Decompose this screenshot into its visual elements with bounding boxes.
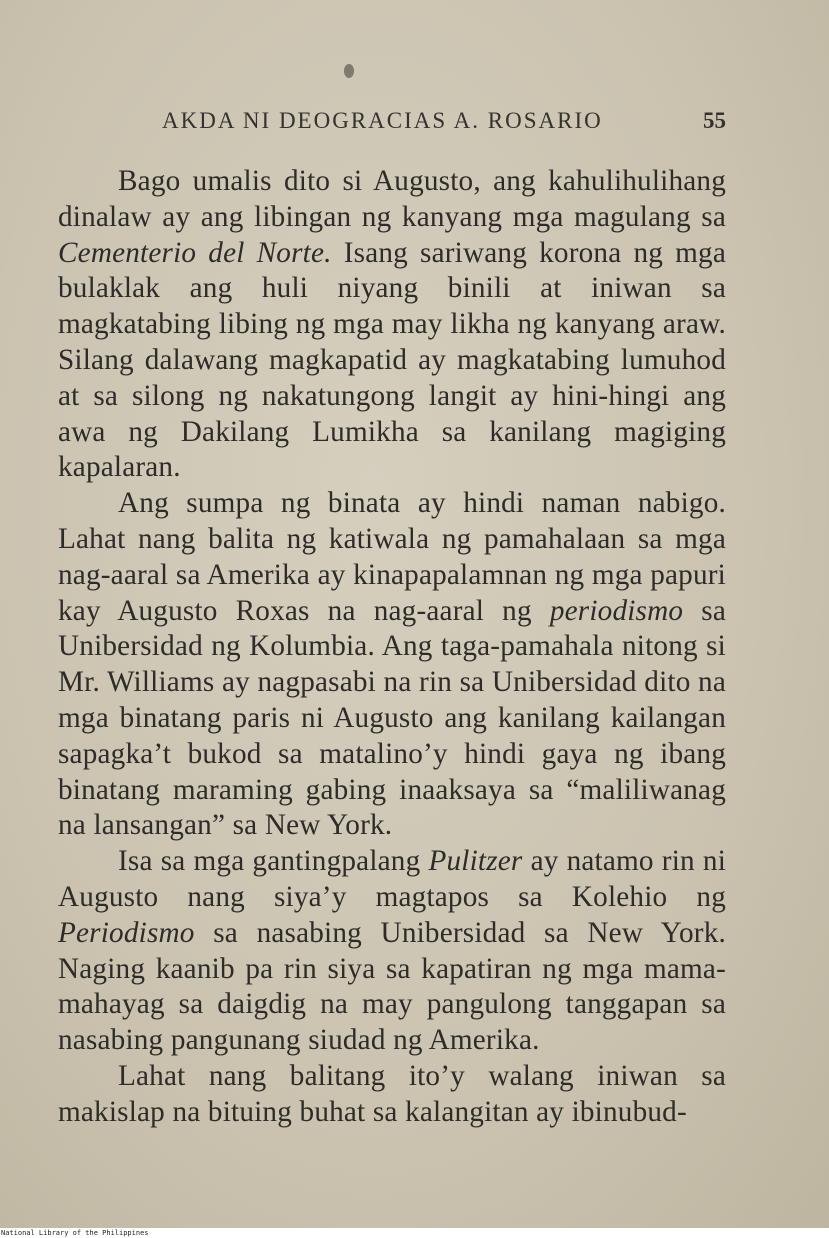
paragraph-3-segment-4: Periodismo bbox=[58, 916, 195, 949]
paragraph-1-segment-3: Isang sariwang korona ng mga bulaklak ang huli niyang binili at iniwan sa magkatabing libing ng mga may likha ng kanyang araw. Silang dalawang magkapatid ay magkatabing lumuhod at sa silong ng nakatungong langit ay hini-hingi ang awa ng Dakilang Lumikha sa kanilang magiging kapalaran. bbox=[58, 236, 726, 484]
paragraph-3-segment-2: Pulitzer bbox=[428, 845, 523, 878]
paragraph-3-segment-1: Isa sa mga gantingpalang bbox=[118, 845, 429, 878]
library-watermark: National Library of the Philippines bbox=[1, 1229, 149, 1237]
paragraph-3-segment-3: ay natamo rin ni Augusto nang siya’y magtapos sa Kolehio ng bbox=[58, 845, 726, 913]
paragraph-1-segment-2: Cementerio del Norte. bbox=[58, 236, 332, 269]
paragraph-2-segment-2: periodismo bbox=[549, 594, 684, 627]
paragraph-1 bbox=[58, 164, 726, 486]
body-text bbox=[58, 164, 726, 1131]
paragraph-4-segment-1: Lahat nang balitang ito’y walang iniwan sa makislap na bituing buhat sa kalangitan ay ibinubud- bbox=[58, 1059, 726, 1128]
paragraph-2-segment-1: Ang sumpa ng binata ay hindi naman nabigo. Lahat nang balita ng katiwala ng pamahalaan sa mga nag-aaral sa Amerika ay kinapapalamnan ng mga papuri kay Augusto Roxas na nag-aaral ng bbox=[58, 487, 726, 627]
paragraph-3-segment-5: sa nasabing Unibersidad sa New York. Naging kaanib pa rin siya sa kapatiran ng mga mama-mahayag sa daigdig na may pangulong tanggapan sa nasabing pangunang siudad ng Amerika. bbox=[58, 916, 726, 1057]
running-head: AKDA NI DEOGRACIAS A. ROSARIO bbox=[162, 108, 603, 133]
ink-speck bbox=[344, 64, 354, 78]
paragraph-2-segment-3: sa Unibersidad ng Kolumbia. Ang taga-pamahala nitong si Mr. Williams ay nagpasabi na rin sa Unibersidad dito na mga binatang paris ni Augusto ang kanilang kailangan sapagka’t bukod sa matalino’y hindi gaya ng ibang binatang maraming gabing inaaksaya sa “maliliwanag na lansangan” sa New York. bbox=[58, 594, 726, 842]
page-number: 55 bbox=[703, 108, 726, 133]
paragraph-4 bbox=[58, 1059, 726, 1131]
page-header bbox=[0, 108, 829, 142]
paragraph-2 bbox=[58, 486, 726, 844]
paragraph-3 bbox=[58, 844, 726, 1059]
paragraph-1-segment-1: Bago umalis dito si Augusto, ang kahulihulihang dinalaw ay ang libingan ng kanyang mga magulang sa bbox=[58, 165, 726, 233]
